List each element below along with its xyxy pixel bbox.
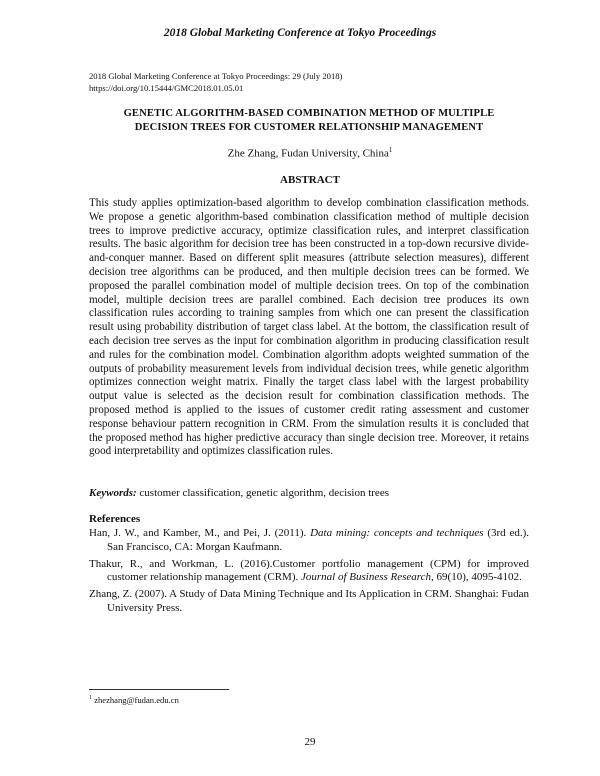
footnote xyxy=(89,695,179,705)
reference-item xyxy=(89,558,529,586)
reference-text-tail: (3rd ed.). San Francisco, CA: Morgan Kaufmann. xyxy=(107,527,530,553)
page-number: 29 xyxy=(304,736,316,748)
doi-line: https://doi.org/10.15444/GMC2018.01.05.01 xyxy=(89,83,244,93)
references-heading: References xyxy=(89,513,141,525)
reference-item xyxy=(89,527,529,555)
title-line-1: GENETIC ALGORITHM-BASED COMBINATION METHOD OF MULTIPLE xyxy=(123,108,495,119)
abstract-body: This study applies optimization-based algorithm to develop combination classification methods. We propose a genetic algorithm-based combination classification method of multiple decision trees to improve predictive accuracy, optimize classification rules, and interpret classification results. The basic algorithm for decision tree has been constructed in a top-down recursive divide-and-conquer manner. Based on different split measures (attribute selection measures), different decision tree algorithms can be produced, and then multiple decision trees can be formed. We proposed the parallel combination model of multiple decision trees. On top of the combination model, multiple decision trees are parallel combined. Each decision tree produces its own classification rules according to training samples from which one can present the classification result using probability distribution of target class label. At the bottom, the classification result of each decision tree serves as the input for combination algorithm in producing classification result and rules for the combination model. Combination algorithm adopts weighted summation of the outputs of probability measurement levels from individual decision trees, while genetic algorithm optimizes connection weight matrix. Finally the target class label with the largest probability output value is selected as the decision result for combination classification methods. The proposed method is applied to the issues of customer credit rating assessment and customer response behaviour pattern recognition in CRM. From the simulation results it is concluded that the proposed method has higher predictive accuracy than single decision tree. Moreover, it retains good interpretability and optimizes classification rules. xyxy=(89,197,529,458)
reference-item xyxy=(89,588,529,616)
keywords-line xyxy=(89,487,389,499)
citation-line: 2018 Global Marketing Conference at Tokyo Proceedings: 29 (July 2018) xyxy=(89,71,343,81)
footnote-divider xyxy=(89,689,229,690)
author-text: Zhe Zhang, Fudan University, China xyxy=(227,147,389,160)
reference-text: Zhang, Z. (2007). A Study of Data Mining Technique and Its Application in CRM. Shanghai: Fudan University Press. xyxy=(89,588,529,614)
reference-journal-italic: Journal of Business Research xyxy=(300,571,432,584)
reference-text: Han, J. W., and Kamber, M., and Pei, J. (2011). xyxy=(89,527,311,539)
reference-text: Thakur, R., and Workman, L. (2016).Customer portfolio management (CPM) for improved customer relationship management (CRM). xyxy=(89,557,529,584)
references-list xyxy=(89,527,529,619)
title-line-2: DECISION TREES FOR CUSTOMER RELATIONSHIP MANAGEMENT xyxy=(134,122,484,133)
author-line xyxy=(0,146,600,160)
author-footnote-mark: 1 xyxy=(388,146,393,154)
reference-text-tail: , 69(10), 4095-4102. xyxy=(431,571,522,584)
footnote-mark: 1 xyxy=(89,695,92,702)
keywords-label: Keywords: xyxy=(89,487,137,499)
publication-meta xyxy=(89,70,342,94)
footnote-email: zhezhang@fudan.edu.cn xyxy=(92,695,179,705)
paper-title xyxy=(89,107,529,135)
running-header: 2018 Global Marketing Conference at Tokyo Proceedings xyxy=(163,27,437,39)
keywords-text: customer classification, genetic algorithm, decision trees xyxy=(136,487,389,499)
reference-title-italic: Data mining: concepts and techniques xyxy=(310,527,484,539)
abstract-heading: ABSTRACT xyxy=(280,174,340,186)
